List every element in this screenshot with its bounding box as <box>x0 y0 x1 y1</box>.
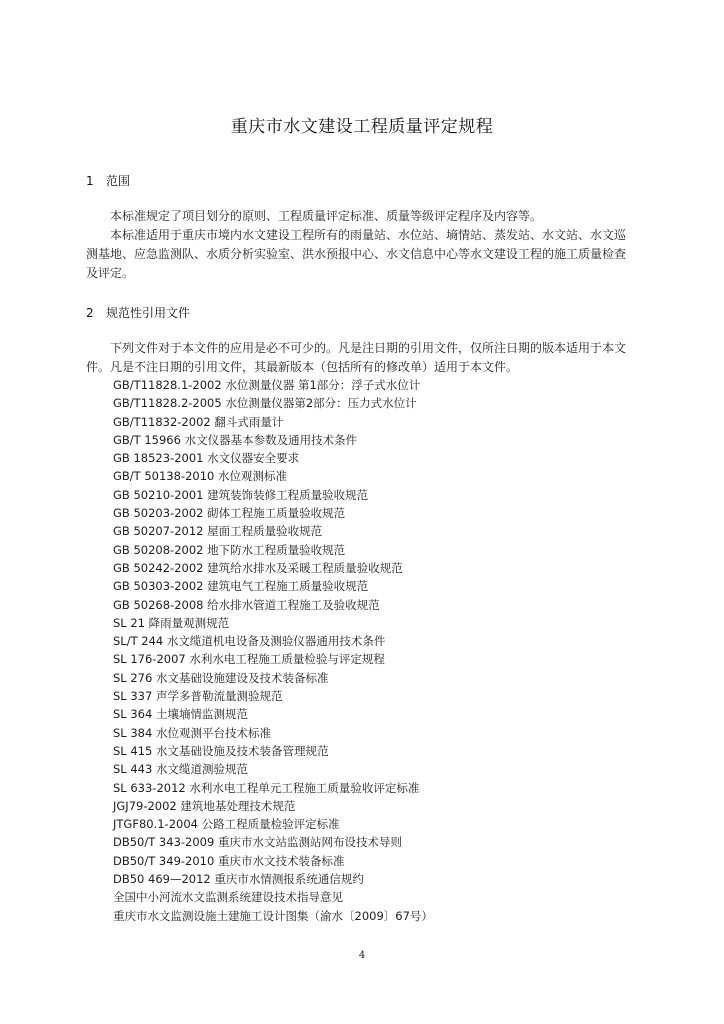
reference-item: GB/T11828.1-2002 水位测量仪器 第1部分：浮子式水位计 <box>113 378 421 392</box>
section-2-title: 规范性引用文件 <box>106 306 191 320</box>
reference-item: SL 384 水位观测平台技术标准 <box>113 725 271 740</box>
reference-item: GB/T11832-2002 翻斗式雨量计 <box>113 414 284 429</box>
reference-item: GB 50208-2002 地下防水工程质量验收规范 <box>113 542 346 557</box>
reference-item: 重庆市水文监测设施土建施工设计图集（渝水〔2009〕67号） <box>113 908 433 923</box>
reference-item: SL 443 水文缆道测验规范 <box>113 762 248 777</box>
reference-item: GB/T11828.2-2005 水位测量仪器第2部分：压力式水位计 <box>113 396 417 411</box>
reference-item: 全国中小河流水文监测系统建设技术指导意见 <box>113 890 343 905</box>
reference-item: SL/T 244 水文缆道机电设备及测验仪器通用技术条件 <box>113 634 386 649</box>
reference-item: SL 364 土壤墒情监测规范 <box>113 707 248 722</box>
reference-item: SL 415 水文基础设施及技术装备管理规范 <box>113 743 329 758</box>
reference-item: SL 176-2007 水利水电工程施工质量检验与评定规程 <box>113 652 385 667</box>
reference-item: SL 21 降雨量观测规范 <box>113 615 230 630</box>
reference-item: GB 18523-2001 水文仪器安全要求 <box>113 451 300 466</box>
reference-item: GB/T 50138-2010 水位观测标准 <box>113 469 288 484</box>
page-number: 4 <box>358 950 366 961</box>
section-2-number: 2 <box>86 306 94 320</box>
reference-item: GB 50242-2002 建筑给水排水及采暖工程质量验收规范 <box>113 560 403 575</box>
reference-item: GB 50210-2001 建筑装饰装修工程质量验收规范 <box>113 487 369 502</box>
section-1-number: 1 <box>86 174 94 188</box>
section-2-heading <box>86 304 190 321</box>
reference-item: JGJ79-2002 建筑地基处理技术规范 <box>113 798 296 813</box>
reference-item: GB 50268-2008 给水排水管道工程施工及验收规范 <box>113 597 380 612</box>
reference-item: GB 50303-2002 建筑电气工程施工质量验收规范 <box>113 579 369 594</box>
reference-item: SL 276 水文基础设施建设及技术装备标准 <box>113 670 329 685</box>
section-1-paragraph-1: 本标准规定了项目划分的原则、工程质量评定标准、质量等级评定程序及内容等。 <box>110 209 543 223</box>
reference-item: DB50 469—2012 重庆市水情测报系统通信规约 <box>113 872 364 887</box>
section-2-intro <box>86 339 658 377</box>
reference-item: GB/T 15966 水文仪器基本参数及通用技术条件 <box>113 432 358 447</box>
reference-item: GB 50207-2012 屋面工程质量验收规范 <box>113 524 323 539</box>
reference-item: SL 633-2012 水利水电工程单元工程施工质量验收评定标准 <box>113 780 420 795</box>
reference-item: SL 337 声学多普勒流量测验规范 <box>113 689 283 704</box>
reference-item: JTGF80.1-2004 公路工程质量检验评定标准 <box>113 817 340 832</box>
document-title: 重庆市水文建设工程质量评定规程 <box>230 117 494 137</box>
reference-item: DB50/T 349-2010 重庆市水文技术装备标准 <box>113 853 345 868</box>
reference-item: DB50/T 343-2009 重庆市水文站监测站网布设技术导则 <box>113 835 402 850</box>
section-1-paragraph-2 <box>86 226 658 283</box>
paragraph-line: 测基地、应急监测队、水质分析实验室、洪水预报中心、水文信息中心等水文建设工程的施工质量检查 <box>86 247 627 261</box>
section-1-heading <box>86 172 130 189</box>
paragraph-line: 本标准适用于重庆市境内水文建设工程所有的雨量站、水位站、墒情站、蒸发站、水文站、水文巡 <box>110 228 627 242</box>
paragraph-line: 及评定。 <box>86 266 135 280</box>
reference-item: GB 50203-2002 砌体工程施工质量验收规范 <box>113 506 346 521</box>
reference-list <box>113 376 433 925</box>
paragraph-line: 件。凡是不注日期的引用文件，其最新版本（包括所有的修改单）适用于本文件。 <box>86 360 519 374</box>
section-1-title: 范围 <box>106 174 131 188</box>
paragraph-line: 下列文件对于本文件的应用是必不可少的。凡是注日期的引用文件，仅所注日期的版本适用于本文 <box>110 341 627 355</box>
